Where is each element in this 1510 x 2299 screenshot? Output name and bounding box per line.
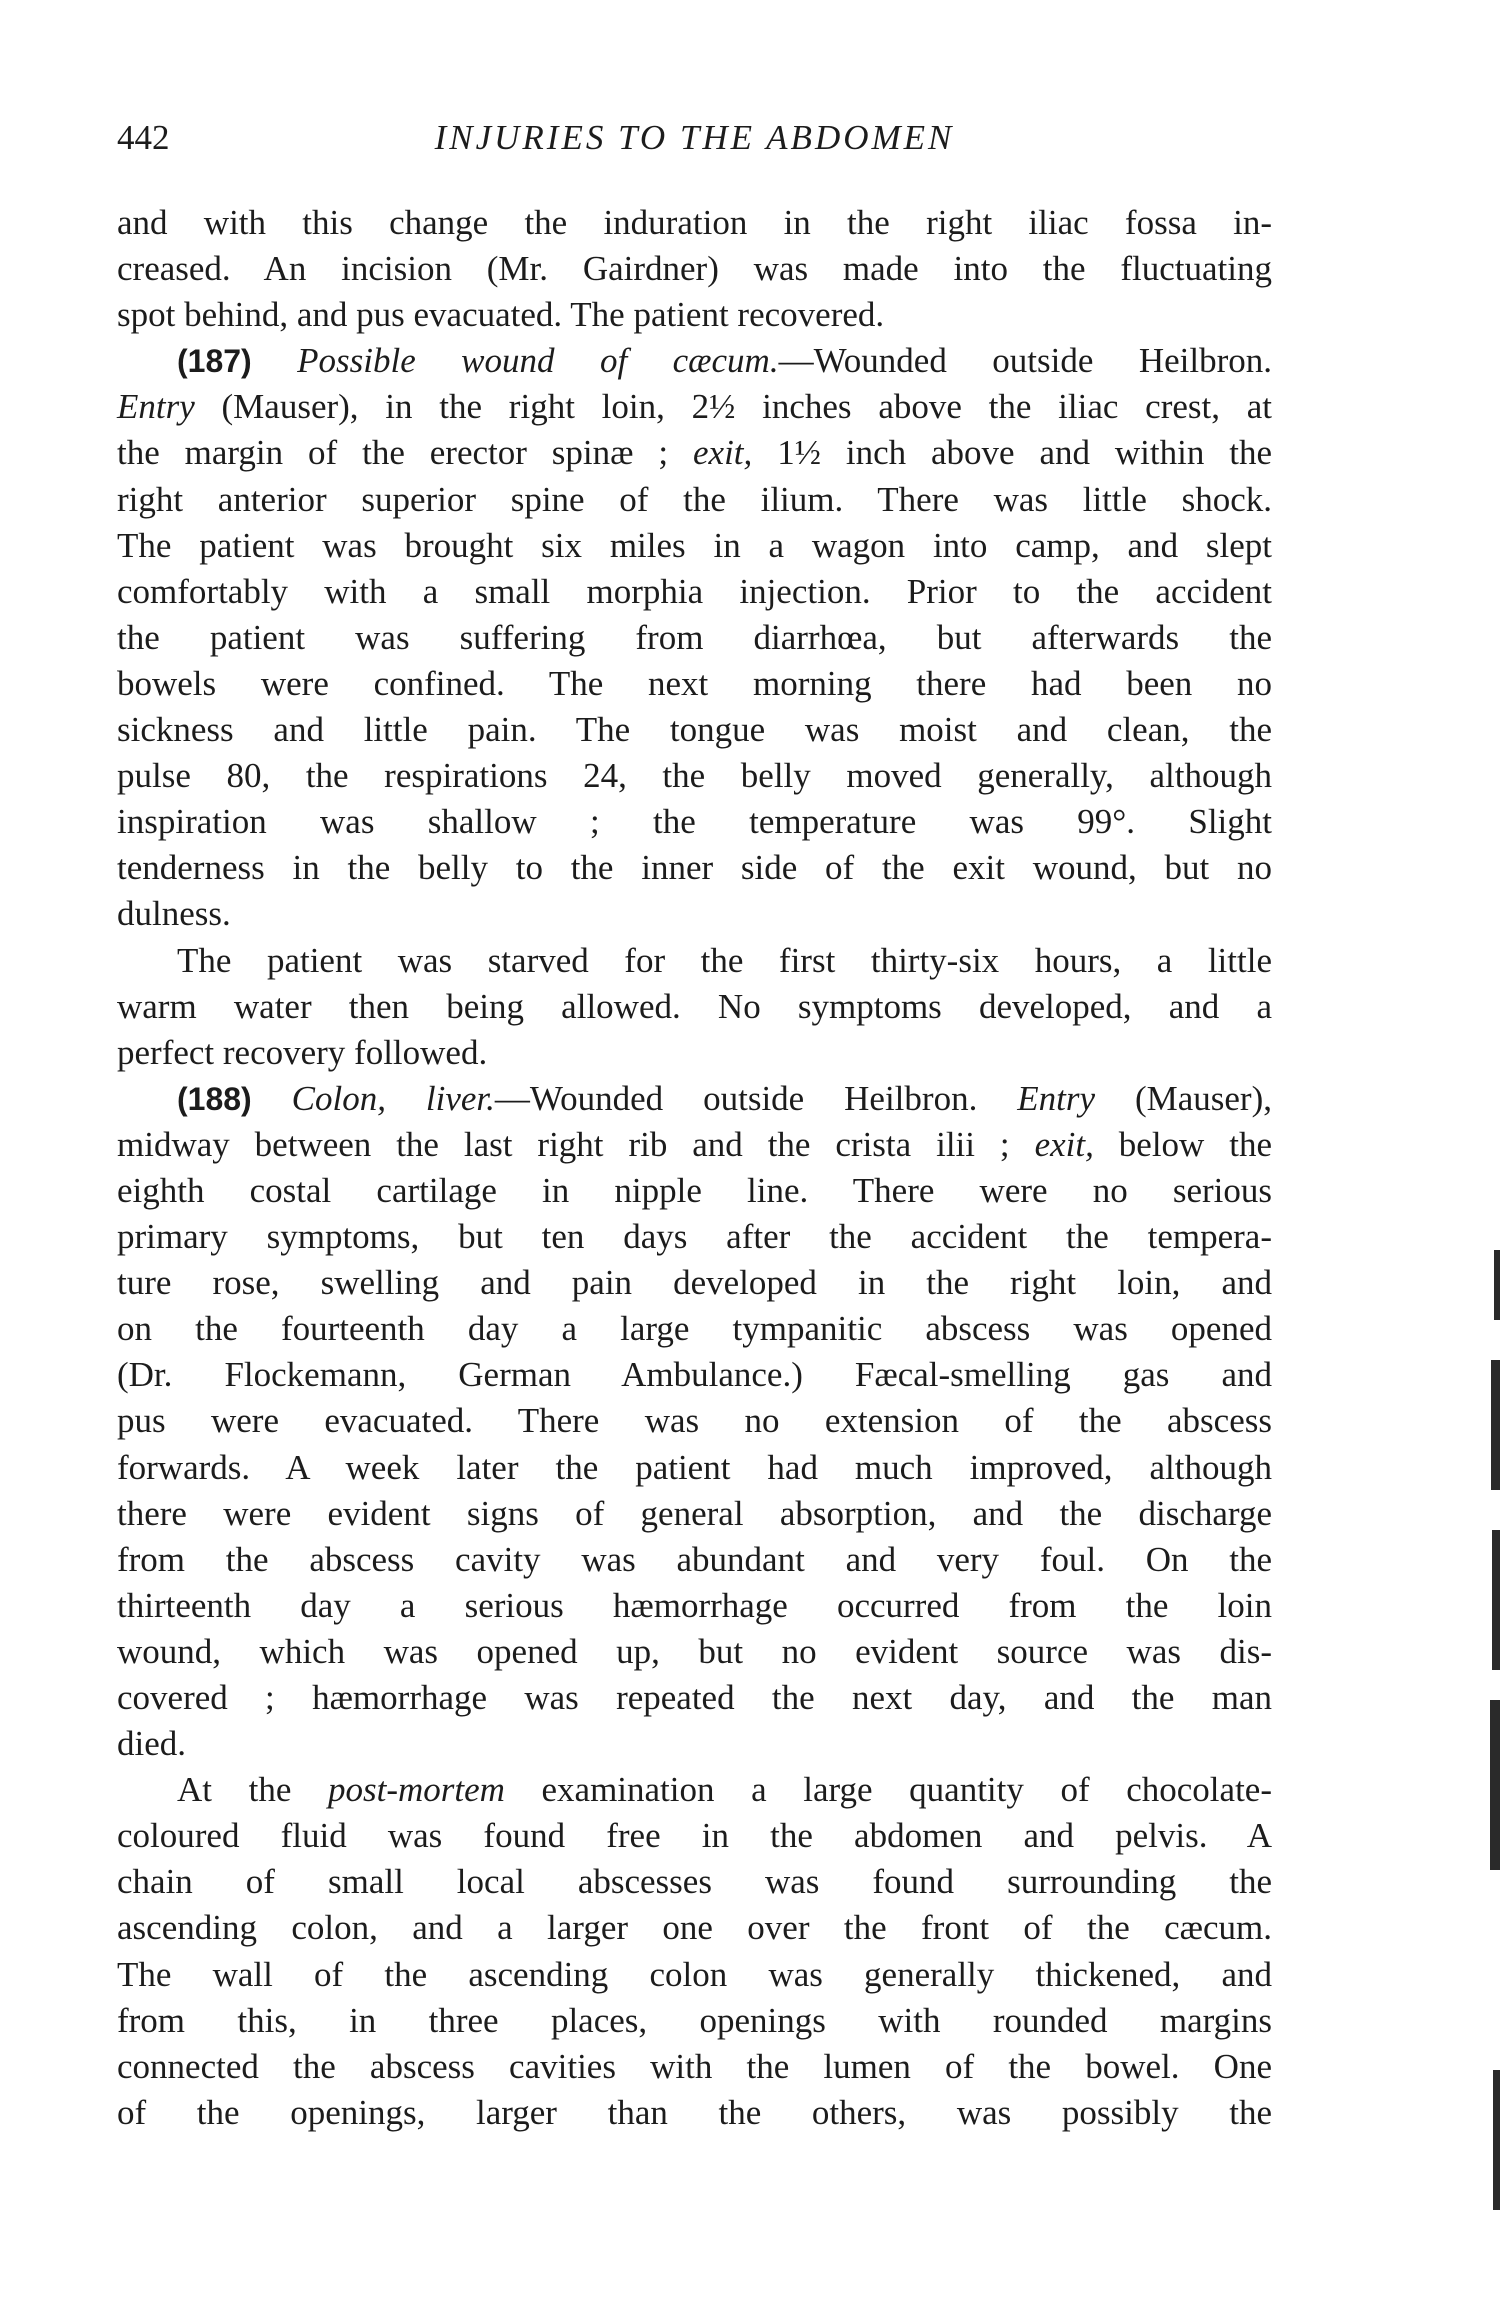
text-line: and with this change the induration in the right iliac fossa in-: [117, 203, 1272, 242]
text-line: pulse 80, the respirations 24, the belly moved generally, although: [117, 756, 1272, 796]
page-number: 442: [117, 118, 170, 157]
text-line: The wall of the ascending colon was generally thickened, and: [117, 1954, 1272, 1994]
text-line: ascending colon, and a larger one over the front of the cæcum.: [117, 1908, 1272, 1948]
text-line: inspiration was shallow ; the temperature was 99°. Slight: [117, 802, 1272, 842]
text-line: perfect recovery followed.: [117, 1032, 488, 1072]
body-text: [117, 200, 1272, 2136]
text-line: comfortably with a small morphia injection. Prior to the accident: [117, 571, 1272, 611]
text-line-case-187: (187) Possible wound of cæcum.—Wounded outside Heilbron.: [177, 341, 1272, 381]
text-line: dulness.: [117, 894, 231, 934]
text-line: warm water then being allowed. No symptoms developed, and a: [117, 986, 1272, 1026]
text-line: (Dr. Flockemann, German Ambulance.) Fæcal-smelling gas and: [117, 1355, 1272, 1395]
text-line: spot behind, and pus evacuated. The patient recovered.: [117, 295, 885, 335]
text-line: died.: [117, 1724, 187, 1764]
scan-edge-mark: [1492, 1530, 1500, 1670]
text-line: of the openings, larger than the others, was possibly the: [117, 2092, 1272, 2132]
text-line: bowels were confined. The next morning there had been no: [117, 663, 1272, 703]
text-line: primary symptoms, but ten days after the accident the tempera-: [117, 1217, 1272, 1257]
text-line: the margin of the erector spinæ ; exit, 1½ inch above and within the: [117, 433, 1272, 473]
text-line: pus were evacuated. There was no extension of the abscess: [117, 1401, 1272, 1441]
text-line: connected the abscess cavities with the lumen of the bowel. One: [117, 2046, 1272, 2086]
text-line: creased. An incision (Mr. Gairdner) was made into the fluctuating: [117, 249, 1272, 289]
text-line: The patient was starved for the first thirty-six hours, a little: [177, 940, 1272, 980]
text-line: right anterior superior spine of the ilium. There was little shock.: [117, 479, 1272, 519]
entry-label: Entry: [117, 387, 195, 427]
text-line: eighth costal cartilage in nipple line. There were no serious: [117, 1170, 1272, 1210]
scan-edge-mark: [1490, 1700, 1500, 1870]
text-line: tenderness in the belly to the inner side of the exit wound, but no: [117, 848, 1272, 888]
text-line: wound, which was opened up, but no evident source was dis-: [117, 1631, 1272, 1671]
text-line: covered ; hæmorrhage was repeated the next day, and the man: [117, 1678, 1272, 1717]
text-line: sickness and little pain. The tongue was moist and clean, the: [117, 710, 1272, 750]
post-mortem-term: post-mortem: [327, 1770, 505, 1810]
text-line: forwards. A week later the patient had much improved, although: [117, 1447, 1272, 1487]
text-line-case-188: (188) Colon, liver.—Wounded outside Heilbron. Entry (Mauser),: [177, 1078, 1272, 1118]
text-line: on the fourteenth day a large tympanitic abscess was opened: [117, 1309, 1272, 1349]
text-line: midway between the last right rib and the crista ilii ; exit, below the: [117, 1124, 1272, 1164]
case-number-188: (188): [177, 1080, 252, 1117]
case-number-187: (187): [177, 343, 252, 380]
exit-label: exit,: [693, 433, 753, 473]
text-line: the patient was suffering from diarrhœa, but afterwards the: [117, 617, 1272, 657]
text-line: from the abscess cavity was abundant and very foul. On the: [117, 1539, 1272, 1579]
text-line: chain of small local abscesses was found surrounding the: [117, 1862, 1272, 1902]
scan-edge-mark: [1491, 1360, 1500, 1490]
text-line: Entry (Mauser), in the right loin, 2½ inches above the iliac crest, at: [117, 387, 1272, 427]
running-head: INJURIES TO THE ABDOMEN: [434, 118, 955, 157]
text-line: ture rose, swelling and pain developed in the right loin, and: [117, 1263, 1272, 1303]
scan-edge-mark: [1493, 2070, 1500, 2210]
scan-edge-mark: [1494, 1250, 1500, 1320]
text-line: coloured fluid was found free in the abdomen and pelvis. A: [117, 1816, 1272, 1856]
page-header: [117, 118, 1272, 158]
text-line-postmortem: At the post-mortem examination a large quantity of chocolate-: [177, 1770, 1272, 1810]
text-line: from this, in three places, openings with rounded margins: [117, 2000, 1272, 2040]
case-title-188: Colon, liver.: [291, 1078, 495, 1118]
text-line: thirteenth day a serious hæmorrhage occurred from the loin: [117, 1585, 1272, 1625]
text-line: there were evident signs of general absorption, and the discharge: [117, 1493, 1272, 1533]
text-line: The patient was brought six miles in a wagon into camp, and slept: [117, 525, 1272, 565]
case-title-187: Possible wound of cæcum.: [297, 341, 779, 381]
